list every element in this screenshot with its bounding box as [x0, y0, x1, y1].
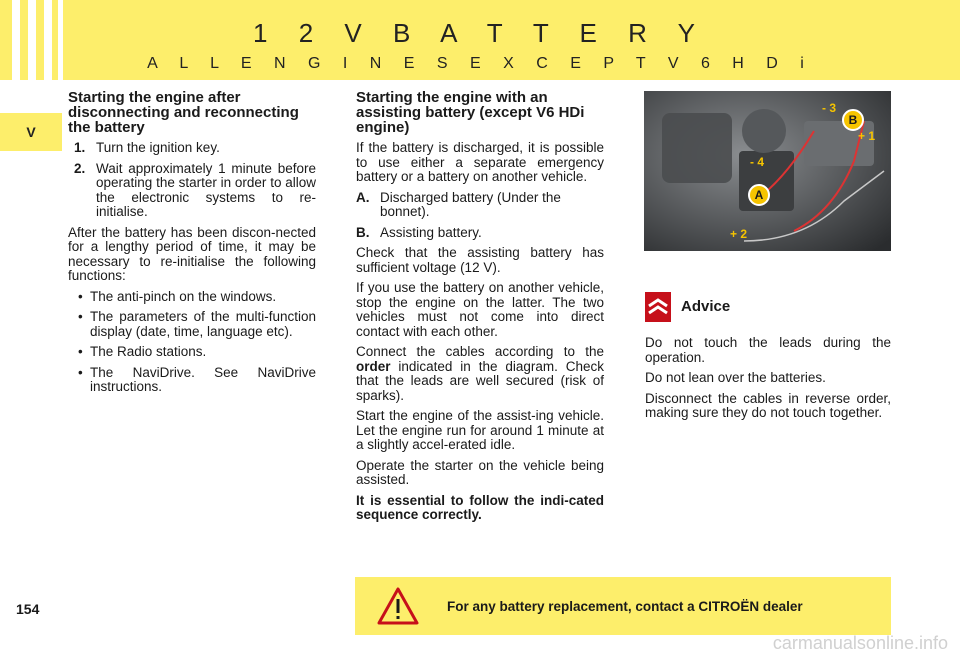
bullet-item — [68, 290, 316, 305]
step-item — [68, 162, 316, 220]
legend-mark: A. — [356, 189, 370, 205]
bullet-item — [68, 345, 316, 360]
paragraph: After the battery has been discon-nected for a lengthy period of time, it may be necessary to re-initialise the following functions: — [68, 224, 316, 283]
text-run: indicated in the diagram. Check that the leads are well secured (risk of sparks). — [356, 358, 604, 403]
bullet-item — [68, 366, 316, 395]
paragraph: If the battery is discharged, it is possible to use either a separate emergency battery or a battery on another vehicle. — [356, 140, 604, 184]
paragraph: Check that the assisting battery has sufficient voltage (12 V). — [356, 245, 604, 275]
step-number: 2. — [74, 160, 86, 176]
advice-title: Advice — [681, 297, 731, 315]
paragraph: Disconnect the cables in reverse order, making sure they do not touch together. — [645, 390, 891, 420]
legend-item — [356, 191, 604, 220]
paragraph: If you use the battery on another vehicle, stop the engine on the latter. The two vehicles must not come into direct contact with each other. — [356, 280, 604, 339]
marker-a: A — [748, 184, 770, 206]
text-run: Connect the cables according to the — [356, 344, 604, 359]
bullet-icon: • — [78, 344, 83, 359]
legend-text: Discharged battery (Under the bonnet). — [380, 189, 561, 219]
terminal-label: - 4 — [750, 155, 765, 169]
terminal-label: + 1 — [858, 129, 876, 143]
step-item — [68, 141, 316, 156]
bullet-item — [68, 310, 316, 339]
legend-text: Assisting battery. — [380, 224, 482, 240]
advice-box — [645, 292, 891, 427]
engine-bay-photo — [644, 91, 891, 251]
column-jump-start — [356, 90, 604, 529]
section-heading: Starting the engine with an assisting battery (except V6 HDi engine) — [356, 89, 585, 136]
page-number: 154 — [16, 601, 40, 617]
bullet-icon: • — [78, 364, 83, 380]
warning-banner — [355, 577, 891, 635]
marker-b: B — [842, 109, 864, 131]
legend-item — [356, 226, 604, 241]
paragraph: Do not lean over the batteries. — [645, 370, 826, 385]
bullet-text: The parameters of the multi-function display (date, time, language etc). — [90, 309, 316, 339]
step-number: 1. — [74, 140, 86, 155]
bullet-text: The anti-pinch on the windows. — [90, 288, 277, 304]
watermark: carmanualsonline.info — [772, 633, 948, 653]
step-text: Wait approximately 1 minute before operating the starter in order to allow the electronic systems to re-initialise. — [96, 160, 316, 219]
bullet-text: The NaviDrive. See NaviDrive instructions. — [90, 364, 316, 394]
paragraph — [356, 345, 604, 403]
chapter-tab[interactable]: V — [0, 113, 62, 151]
bullet-icon: • — [78, 288, 83, 304]
bullet-icon: • — [78, 309, 83, 324]
emphasis: order — [356, 358, 391, 374]
warning-triangle-icon — [377, 587, 419, 625]
section-heading: Starting the engine after disconnecting and reconnecting the battery — [68, 89, 299, 136]
bullet-text: The Radio stations. — [90, 344, 207, 359]
paragraph: Do not touch the leads during the operation. — [645, 335, 891, 365]
advice-header — [645, 292, 891, 322]
page-title: 1 2 V B A T T E R Y — [253, 18, 707, 48]
paragraph: Start the engine of the assist-ing vehicle. Let the engine run for around 1 minute at a slightly accel-erated idle. — [356, 408, 604, 452]
page-subtitle: A L L E N G I N E S E X C E P T V 6 H D i — [147, 55, 813, 72]
legend-mark: B. — [356, 224, 370, 240]
citroen-chevron-icon — [645, 292, 671, 322]
paragraph-important: It is essential to follow the indi-cated sequence correctly. — [356, 492, 604, 522]
paragraph: Operate the starter on the vehicle being assisted. — [356, 457, 604, 487]
terminal-label: - 3 — [822, 101, 837, 115]
header-band — [0, 0, 960, 80]
terminal-label: + 2 — [730, 227, 748, 241]
step-text: Turn the ignition key. — [96, 140, 220, 155]
column-restart — [68, 90, 316, 401]
warning-text: For any battery replacement, contact a CITROËN dealer — [447, 598, 803, 614]
